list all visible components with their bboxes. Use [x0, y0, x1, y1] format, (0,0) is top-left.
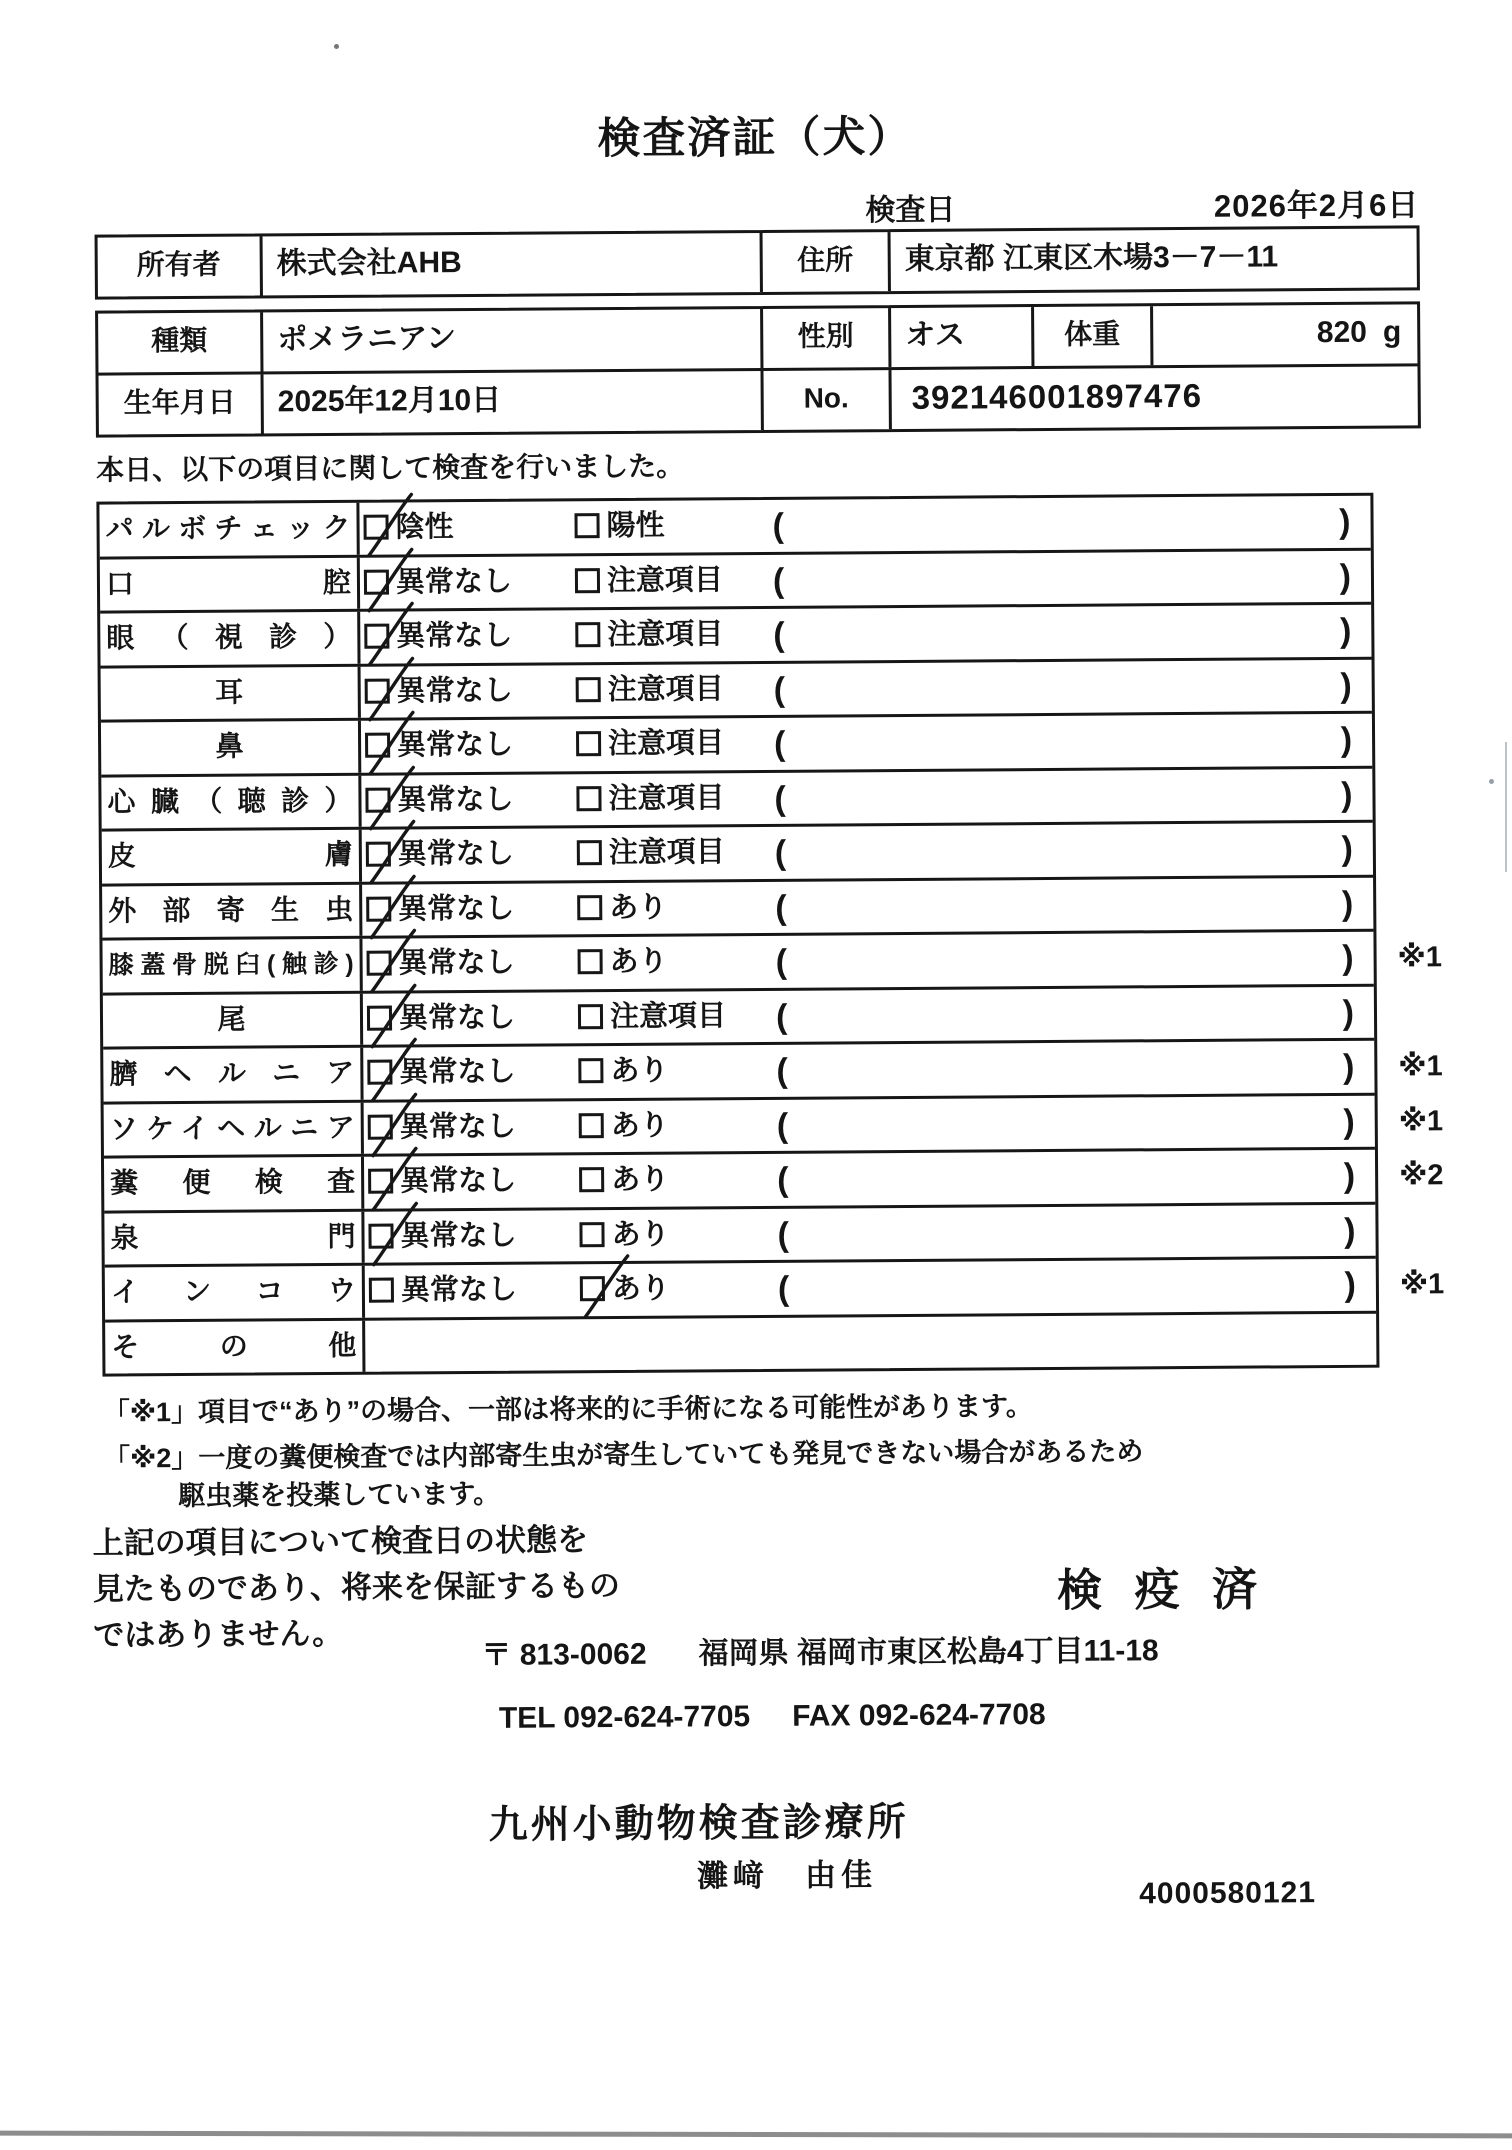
- checkbox-checked-icon: [366, 842, 391, 867]
- birth-value: 2025年12月10日: [264, 371, 764, 433]
- checkbox-checked-icon: [368, 1223, 393, 1248]
- checkbox-unchecked-icon: [576, 731, 601, 756]
- inspection-item-result: [361, 714, 1372, 773]
- paren-close: ): [1344, 1211, 1356, 1250]
- checkbox-checked-icon: [365, 787, 390, 812]
- address-label: 住所: [763, 232, 891, 292]
- clinic-name: 九州小動物検査診療所: [488, 1800, 909, 1847]
- paren-open: (: [776, 1106, 789, 1145]
- paren-close: ): [1340, 666, 1352, 705]
- owner-table: [95, 225, 1420, 299]
- clinic-fax: FAX 092-624-7708: [792, 1698, 1046, 1733]
- inspection-row: [103, 1041, 1443, 1104]
- checkbox-unchecked-icon: [578, 949, 603, 974]
- option-label: 注意項目: [608, 781, 725, 815]
- paren-open: (: [777, 1160, 789, 1199]
- option-label: 注意項目: [606, 563, 724, 597]
- paren-open: (: [775, 888, 787, 927]
- species-row: [98, 304, 1417, 372]
- inspection-item-result: [363, 1041, 1374, 1100]
- inspection-item-label: 尾: [103, 993, 363, 1046]
- checkbox-checked-icon: [365, 733, 390, 758]
- paren-open: (: [776, 1051, 788, 1090]
- inspection-item-label: 心臓（聴診）: [101, 775, 361, 828]
- checkbox-unchecked-icon: [577, 895, 602, 920]
- inspection-item-label: 鼻: [101, 721, 361, 774]
- option-label: 注意項目: [607, 727, 725, 761]
- clinic-postal-line: [481, 1625, 1159, 1674]
- inspection-item-result: [362, 877, 1373, 936]
- clinic-tel: TEL 092-624-7705: [498, 1700, 751, 1735]
- paren-open: (: [773, 670, 786, 709]
- postal-code: 〒 813-0062: [481, 1637, 647, 1672]
- intro-text: 本日、以下の項目に関して検査を行いました。: [96, 450, 685, 486]
- inspection-item-label: 臍ヘルニア: [103, 1048, 363, 1101]
- checkbox-checked-icon: [368, 1169, 393, 1194]
- checkbox-unchecked-icon: [575, 622, 600, 647]
- checkbox-unchecked-icon: [575, 568, 600, 593]
- inspection-row: [103, 986, 1374, 1049]
- disclaimer-line-2: 見たものであり、将来を保証するもの: [92, 1567, 621, 1607]
- checkbox-unchecked-icon: [579, 1113, 604, 1138]
- reference-mark: ※2: [1399, 1159, 1444, 1192]
- option-label: 異常なし: [397, 783, 514, 817]
- paren-open: (: [775, 997, 788, 1036]
- checkbox-checked-icon: [580, 1276, 605, 1301]
- option-label: 異常なし: [396, 619, 513, 653]
- checkbox-unchecked-icon: [576, 677, 601, 702]
- inspection-row: [105, 1313, 1376, 1373]
- pet-table: [95, 301, 1421, 437]
- birth-label: 生年月日: [99, 374, 264, 434]
- inspection-item-result: [361, 659, 1372, 718]
- no-value: 392146001897476: [911, 376, 1203, 416]
- inspection-row: [100, 605, 1371, 668]
- paren-close: ): [1344, 1265, 1357, 1304]
- reference-mark: ※1: [1397, 941, 1443, 974]
- weight-cell: [1153, 304, 1417, 365]
- inspection-row: [99, 496, 1370, 559]
- inspection-row: [102, 823, 1373, 886]
- inspection-item-result: [364, 1204, 1375, 1263]
- option-label: あり: [611, 1163, 670, 1197]
- option-label: あり: [609, 945, 668, 979]
- clinic-tel-line: [499, 1698, 1046, 1736]
- checkbox-checked-icon: [368, 1114, 393, 1139]
- checkbox-unchecked-icon: [578, 1058, 603, 1083]
- inspection-item-result: [362, 823, 1373, 882]
- inspection-row: [104, 1095, 1444, 1158]
- owner-value: 株式会社AHB: [263, 233, 763, 295]
- checkbox-checked-icon: [364, 624, 389, 649]
- paren-close: ): [1339, 557, 1352, 596]
- paren-open: (: [774, 833, 787, 872]
- option-label: 注意項目: [608, 836, 725, 870]
- checkbox-checked-icon: [365, 678, 390, 703]
- option-label: 異常なし: [400, 1219, 517, 1253]
- paren-close: ): [1340, 720, 1353, 759]
- checkbox-checked-icon: [366, 896, 391, 921]
- exam-date-value: 2026年2月6日: [1213, 187, 1420, 224]
- paren-close: ): [1343, 1102, 1355, 1141]
- inspection-item-label: ソケイヘルニア: [104, 1102, 364, 1155]
- option-label: 陽性: [606, 509, 665, 543]
- inspection-item-result: [365, 1259, 1376, 1318]
- inspection-row: [100, 550, 1371, 613]
- checkbox-checked-icon: [363, 515, 388, 540]
- veterinarian-name: 灘﨑 由佳: [696, 1857, 878, 1894]
- inspection-table: [96, 493, 1445, 1376]
- weight-label: 体重: [1034, 306, 1153, 366]
- inspection-item-label: 外部寄生虫: [102, 884, 362, 937]
- scan-speck: [1489, 779, 1494, 784]
- inspection-item-label: パルボチェック: [99, 503, 359, 556]
- paren-open: (: [772, 506, 785, 545]
- checkbox-unchecked-icon: [579, 1167, 604, 1192]
- inspection-row: [101, 768, 1372, 831]
- inspection-item-label: 口腔: [100, 557, 360, 610]
- quarantine-stamp: 検 疫 済: [1056, 1563, 1268, 1616]
- reference-mark: ※1: [1398, 1104, 1444, 1138]
- paren-open: (: [775, 942, 788, 981]
- option-label: 異常なし: [398, 1001, 516, 1035]
- inspection-item-label: 糞便検査: [104, 1157, 364, 1210]
- option-label: あり: [609, 891, 668, 924]
- option-label: 注意項目: [609, 999, 727, 1033]
- scan-speck: [334, 44, 339, 49]
- option-label: 異常なし: [395, 565, 513, 599]
- checkbox-checked-icon: [367, 951, 392, 976]
- paren-close: ): [1342, 993, 1355, 1032]
- weight-unit: g: [1382, 315, 1402, 349]
- option-label: 異常なし: [400, 1273, 518, 1307]
- inspection-row: [102, 932, 1443, 995]
- paren-close: ): [1339, 611, 1352, 650]
- disclaimer-line-3: ではありません。: [93, 1615, 344, 1653]
- option-label: 陰性: [395, 511, 454, 544]
- footnote-2-continued: 駆虫薬を投薬しています。: [178, 1478, 501, 1512]
- inspection-item-label: 耳: [101, 666, 361, 719]
- option-label: 異常なし: [398, 946, 515, 980]
- footnote-2: 「※2」一度の糞便検査では内部寄生虫が寄生していても発見できない場合があるため: [102, 1436, 1144, 1474]
- paren-open: (: [777, 1269, 790, 1308]
- checkbox-unchecked-icon: [578, 1004, 603, 1029]
- paren-close: ): [1341, 775, 1353, 814]
- paren-open: (: [773, 615, 785, 654]
- serial-number: 4000580121: [1139, 1876, 1317, 1911]
- inspection-item-result: [359, 496, 1370, 555]
- inspection-item-result: [363, 986, 1374, 1045]
- scan-edge-artifact: [1505, 742, 1507, 872]
- checkbox-checked-icon: [364, 569, 389, 594]
- exam-date-label: 検査日: [865, 193, 956, 228]
- species-label: 種類: [98, 312, 263, 372]
- inspection-item-label: インコウ: [105, 1266, 365, 1319]
- option-label: あり: [611, 1272, 671, 1306]
- paren-open: (: [774, 779, 786, 818]
- paren-close: ): [1342, 1047, 1355, 1086]
- inspection-row: [101, 714, 1372, 777]
- page-title: 検査済証（犬）: [597, 112, 913, 164]
- reference-mark: ※1: [1398, 1050, 1443, 1083]
- inspection-row: [105, 1259, 1445, 1322]
- inspection-item-result: [361, 768, 1372, 827]
- inspection-item-label: 泉門: [104, 1211, 364, 1264]
- option-label: 異常なし: [397, 837, 514, 871]
- option-label: あり: [611, 1218, 670, 1251]
- paren-close: ): [1339, 502, 1351, 541]
- inspection-item-result: [365, 1313, 1376, 1371]
- inspection-row: [104, 1204, 1375, 1267]
- inspection-item-result: [364, 1150, 1375, 1209]
- paren-open: (: [777, 1215, 789, 1254]
- option-label: 注意項目: [607, 618, 724, 652]
- sex-value: オス: [891, 307, 1034, 367]
- checkbox-checked-icon: [367, 1060, 392, 1085]
- checkbox-unchecked-icon: [574, 513, 599, 538]
- option-label: あり: [610, 1054, 669, 1088]
- inspection-row: [104, 1150, 1444, 1213]
- species-value: ポメラニアン: [263, 309, 763, 371]
- inspection-item-label: 膝蓋骨脱臼(触診): [102, 939, 362, 992]
- inspection-row: [102, 877, 1373, 940]
- address-value: 東京都 江東区木場3－7－11: [904, 240, 1279, 276]
- inspection-item-result: [362, 932, 1373, 991]
- option-label: 異常なし: [400, 1164, 517, 1198]
- sex-label: 性別: [763, 308, 891, 368]
- option-label: 注意項目: [607, 672, 724, 706]
- checkbox-unchecked-icon: [576, 786, 601, 811]
- option-label: あり: [610, 1109, 669, 1142]
- birth-row: [98, 363, 1417, 434]
- checkbox-checked-icon: [367, 1005, 392, 1030]
- checkbox-unchecked-icon: [577, 840, 602, 865]
- option-label: 異常なし: [396, 728, 514, 762]
- inspection-item-label: 眼（視診）: [100, 612, 360, 665]
- paren-close: ): [1341, 884, 1354, 923]
- no-label: No.: [763, 370, 891, 430]
- disclaimer-line-1: 上記の項目について検査日の状態を: [92, 1522, 589, 1561]
- paren-open: (: [773, 724, 786, 763]
- owner-label: 所有者: [98, 236, 263, 296]
- footnote-1: 「※1」項目で“あり”の場合、一部は将来的に手術になる可能性があります。: [102, 1391, 1033, 1428]
- paren-close: ): [1343, 1156, 1356, 1195]
- option-label: 異常なし: [398, 892, 515, 926]
- inspection-row: [101, 659, 1372, 722]
- reference-mark: ※1: [1399, 1268, 1445, 1301]
- paren-close: ): [1341, 829, 1353, 868]
- weight-value: 820: [1316, 315, 1368, 350]
- paren-close: ): [1342, 938, 1354, 977]
- paren-open: (: [772, 561, 785, 600]
- option-label: 異常なし: [399, 1055, 516, 1089]
- inspection-item-result: [364, 1095, 1375, 1154]
- option-label: 異常なし: [399, 1110, 516, 1144]
- inspection-item-result: [360, 550, 1371, 609]
- option-label: 異常なし: [396, 674, 513, 708]
- inspection-item-label: 皮膚: [102, 830, 362, 883]
- owner-row: [98, 228, 1417, 296]
- inspection-item-result: [360, 605, 1371, 664]
- checkbox-unchecked-icon: [369, 1278, 394, 1303]
- checkbox-unchecked-icon: [579, 1222, 604, 1247]
- clinic-address: 福岡県 福岡市東区松島4丁目11-18: [698, 1634, 1159, 1671]
- inspection-item-label: その他: [105, 1320, 365, 1373]
